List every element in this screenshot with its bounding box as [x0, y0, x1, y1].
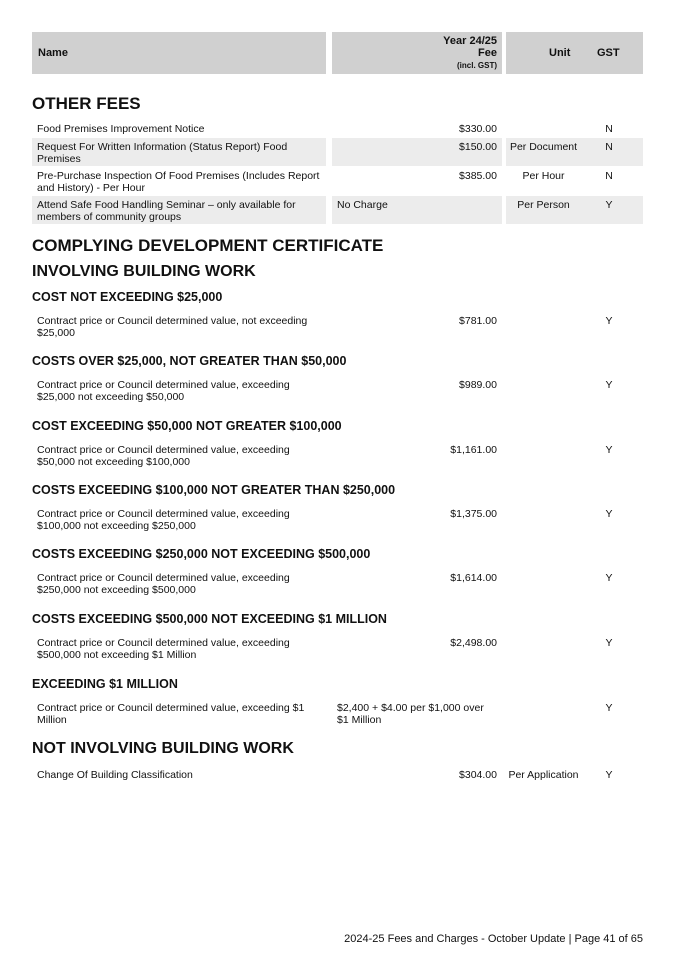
row-fee-text: $2,400 + $4.00 per $1,000 over $1 Million [337, 702, 484, 726]
column-header-gst: GST [597, 47, 620, 59]
table-row [32, 376, 643, 404]
column-header-fee-line1: Year 24/25 [443, 35, 497, 47]
group-heading: EXCEEDING $1 MILLION [32, 677, 178, 691]
row-fee-text: No Charge [332, 196, 502, 224]
row-gst: N [605, 170, 613, 182]
section-heading-involving: INVOLVING BUILDING WORK [32, 263, 256, 280]
row-gst: Y [605, 315, 613, 327]
table-row [32, 167, 643, 195]
row-fee: $330.00 [459, 123, 497, 135]
row-fee-cell [332, 569, 502, 597]
row-gst: Y [605, 769, 613, 781]
row-gst: Y [605, 199, 613, 211]
row-fee: $150.00 [459, 141, 497, 153]
row-name: Contract price or Council determined value, not exceeding $25,000 [37, 315, 308, 339]
table-row [32, 312, 643, 340]
column-header-fee-line3: (incl. GST) [457, 61, 497, 70]
row-gst: Y [605, 702, 613, 714]
row-name: Attend Safe Food Handling Seminar – only available for members of community groups [32, 196, 326, 224]
table-row [32, 505, 643, 533]
table-row [32, 120, 643, 137]
row-gst: Y [605, 637, 613, 649]
group-heading: COSTS EXCEEDING $100,000 NOT GREATER THAN $250,000 [32, 483, 396, 497]
row-gst: N [605, 141, 613, 153]
row-fee-cell [332, 120, 502, 137]
table-row [32, 441, 643, 469]
row-name: Food Premises Improvement Notice [37, 123, 205, 135]
row-name: Contract price or Council determined value, exceeding $250,000 not exceeding $500,000 [37, 572, 290, 596]
row-fee-cell [332, 766, 502, 794]
column-header-name-label: Name [38, 47, 68, 59]
table-row [32, 699, 643, 727]
row-name: Contract price or Council determined value, exceeding $25,000 not exceeding $50,000 [37, 379, 290, 403]
table-row [32, 138, 643, 166]
row-name: Contract price or Council determined value, exceeding $500,000 not exceeding $1 Million [37, 637, 290, 661]
row-name: Request For Written Information (Status Report) Food Premises [32, 138, 326, 166]
section-heading-not-involving: NOT INVOLVING BUILDING WORK [32, 740, 294, 757]
row-fee-cell [332, 312, 502, 340]
row-fee: $385.00 [459, 170, 497, 182]
table-row [32, 766, 643, 794]
column-header-name [32, 32, 326, 74]
group-heading: COST NOT EXCEEDING $25,000 [32, 290, 223, 304]
column-header-fee [332, 32, 502, 74]
row-gst: Y [605, 572, 613, 584]
row-name: Contract price or Council determined value, exceeding $1 Million [37, 702, 305, 726]
row-name: Pre-Purchase Inspection Of Food Premises (Includes Report and History) - Per Hour [37, 170, 320, 194]
column-header-unit-gst [506, 32, 643, 74]
row-fee-cell [332, 138, 502, 166]
section-heading-cdc: COMPLYING DEVELOPMENT CERTIFICATE [32, 236, 384, 255]
row-gst: Y [605, 379, 613, 391]
row-fee-cell [332, 441, 502, 469]
row-fee: $1,614.00 [450, 572, 497, 584]
table-row [32, 569, 643, 597]
row-name: Contract price or Council determined value, exceeding $50,000 not exceeding $100,000 [37, 444, 290, 468]
row-name: Change Of Building Classification [37, 769, 193, 781]
row-unit: Per Application [508, 769, 579, 781]
section-heading-other-fees: OTHER FEES [32, 94, 141, 113]
column-header-fee-line2: Fee [478, 47, 497, 59]
row-fee: $1,375.00 [450, 508, 497, 520]
row-name: Contract price or Council determined value, exceeding $100,000 not exceeding $250,000 [37, 508, 290, 532]
table-row [32, 634, 643, 662]
row-fee-cell [332, 167, 502, 195]
row-fee: $304.00 [459, 769, 497, 781]
row-fee: $781.00 [459, 315, 497, 327]
row-fee-cell [332, 634, 502, 662]
page-footer: 2024-25 Fees and Charges - October Update | Page 41 of 65 [344, 933, 643, 945]
row-fee-cell [332, 505, 502, 533]
group-heading: COSTS EXCEEDING $500,000 NOT EXCEEDING $1 MILLION [32, 612, 387, 626]
group-heading: COST EXCEEDING $50,000 NOT GREATER $100,000 [32, 419, 342, 433]
row-unit: Per Document [509, 141, 578, 153]
row-gst: Y [605, 444, 613, 456]
row-fee-cell [332, 376, 502, 404]
table-row [32, 196, 643, 224]
row-fee: $1,161.00 [450, 444, 497, 456]
row-gst: Y [605, 508, 613, 520]
group-heading: COSTS EXCEEDING $250,000 NOT EXCEEDING $500,000 [32, 547, 371, 561]
row-unit: Per Hour [522, 170, 565, 182]
group-heading: COSTS OVER $25,000, NOT GREATER THAN $50,000 [32, 354, 347, 368]
column-header-unit: Unit [549, 47, 571, 59]
row-fee: $989.00 [459, 379, 497, 391]
row-fee: $2,498.00 [450, 637, 497, 649]
row-gst: N [605, 123, 613, 135]
row-unit: Per Person [517, 199, 570, 211]
